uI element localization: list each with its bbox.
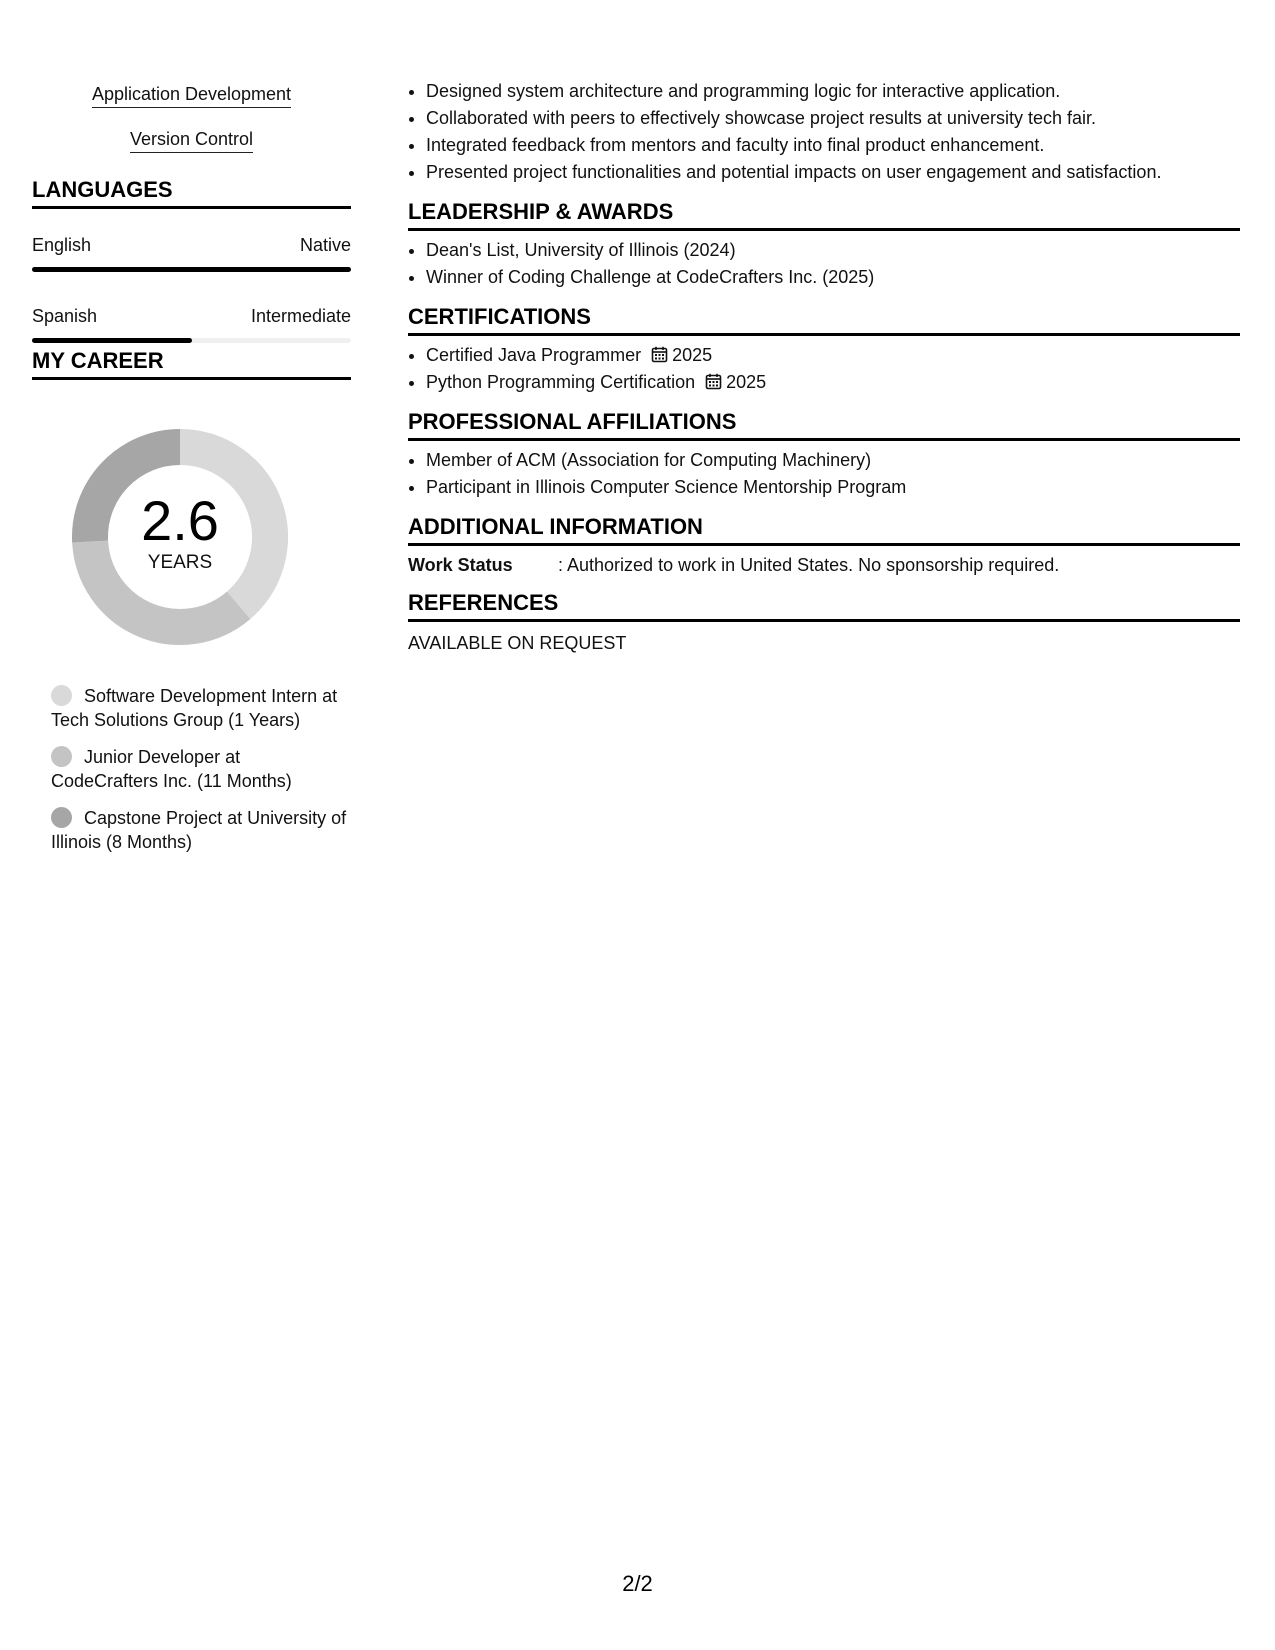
language-spanish xyxy=(32,304,351,343)
languages-heading: LANGUAGES xyxy=(32,176,351,209)
language-name: English xyxy=(32,235,92,255)
legend-dot xyxy=(51,685,72,706)
references-text: AVAILABLE ON REQUEST xyxy=(408,633,627,653)
list-item: • Winner of Coding Challenge at CodeCrafters Inc. (2025) xyxy=(426,264,1240,291)
language-bar xyxy=(32,338,351,343)
language-level: Native xyxy=(299,235,351,255)
references-heading: REFERENCES xyxy=(408,589,1240,622)
career-heading: MY CAREER xyxy=(32,347,351,380)
legend-item xyxy=(51,806,351,854)
legend-label: Capstone Project at University of Illinois (8 Months) xyxy=(51,808,347,852)
language-level: Intermediate xyxy=(250,306,351,326)
list-item: • Presented project functionalities and potential impacts on user engagement and satisfaction. xyxy=(426,159,1240,186)
work-status-row xyxy=(408,553,1240,577)
project-bullets xyxy=(408,78,1240,186)
career-legend xyxy=(51,684,351,854)
calendar-icon xyxy=(651,346,668,363)
additional-heading: ADDITIONAL INFORMATION xyxy=(408,513,1240,546)
legend-dot xyxy=(51,807,72,828)
right-column xyxy=(408,78,1240,655)
list-item: • Member of ACM (Association for Computing Machinery) xyxy=(426,447,1240,474)
work-status-value: : Authorized to work in United States. No sponsorship required. xyxy=(558,555,1060,575)
leadership-heading: LEADERSHIP & AWARDS xyxy=(408,198,1240,231)
skill-tag: Version Control xyxy=(130,127,253,153)
list-item: • Dean's List, University of Illinois (2024) xyxy=(426,237,1240,264)
certifications-heading: CERTIFICATIONS xyxy=(408,303,1240,336)
skill-tag: Application Development xyxy=(92,82,291,108)
legend-item xyxy=(51,745,351,793)
language-name: Spanish xyxy=(32,306,98,326)
legend-dot xyxy=(51,746,72,767)
list-item xyxy=(426,369,1240,396)
left-column xyxy=(32,82,351,867)
certifications-list xyxy=(408,342,1240,396)
certification-name: Python Programming Certification xyxy=(426,372,696,392)
certification-name: Certified Java Programmer xyxy=(426,345,642,365)
work-status-label: Work Status xyxy=(408,555,513,575)
language-english xyxy=(32,233,351,272)
legend-item xyxy=(51,684,351,732)
certification-year: 2025 xyxy=(726,372,767,392)
career-unit: YEARS xyxy=(147,552,213,573)
legend-label: Software Development Intern at Tech Solutions Group (1 Years) xyxy=(51,686,338,730)
list-item: • Integrated feedback from mentors and faculty into final product enhancement. xyxy=(426,132,1240,159)
career-total: 2.6 xyxy=(141,489,219,552)
affiliations-list xyxy=(408,447,1240,501)
language-bar-fill xyxy=(32,338,192,343)
certification-year: 2025 xyxy=(672,345,713,365)
affiliations-heading: PROFESSIONAL AFFILIATIONS xyxy=(408,408,1240,441)
language-bar xyxy=(32,267,351,272)
list-item: • Participant in Illinois Computer Science Mentorship Program xyxy=(426,474,1240,501)
legend-label: Junior Developer at CodeCrafters Inc. (11 Months) xyxy=(51,747,292,791)
career-donut xyxy=(67,424,293,650)
leadership-list xyxy=(408,237,1240,291)
skill-tags xyxy=(32,82,351,172)
page-number: 2/2 xyxy=(622,1571,653,1596)
calendar-icon xyxy=(705,373,722,390)
list-item: • Designed system architecture and programming logic for interactive application. xyxy=(426,78,1240,105)
list-item xyxy=(426,342,1240,369)
language-bar-fill xyxy=(32,267,351,272)
list-item: • Collaborated with peers to effectively showcase project results at university tech fair. xyxy=(426,105,1240,132)
